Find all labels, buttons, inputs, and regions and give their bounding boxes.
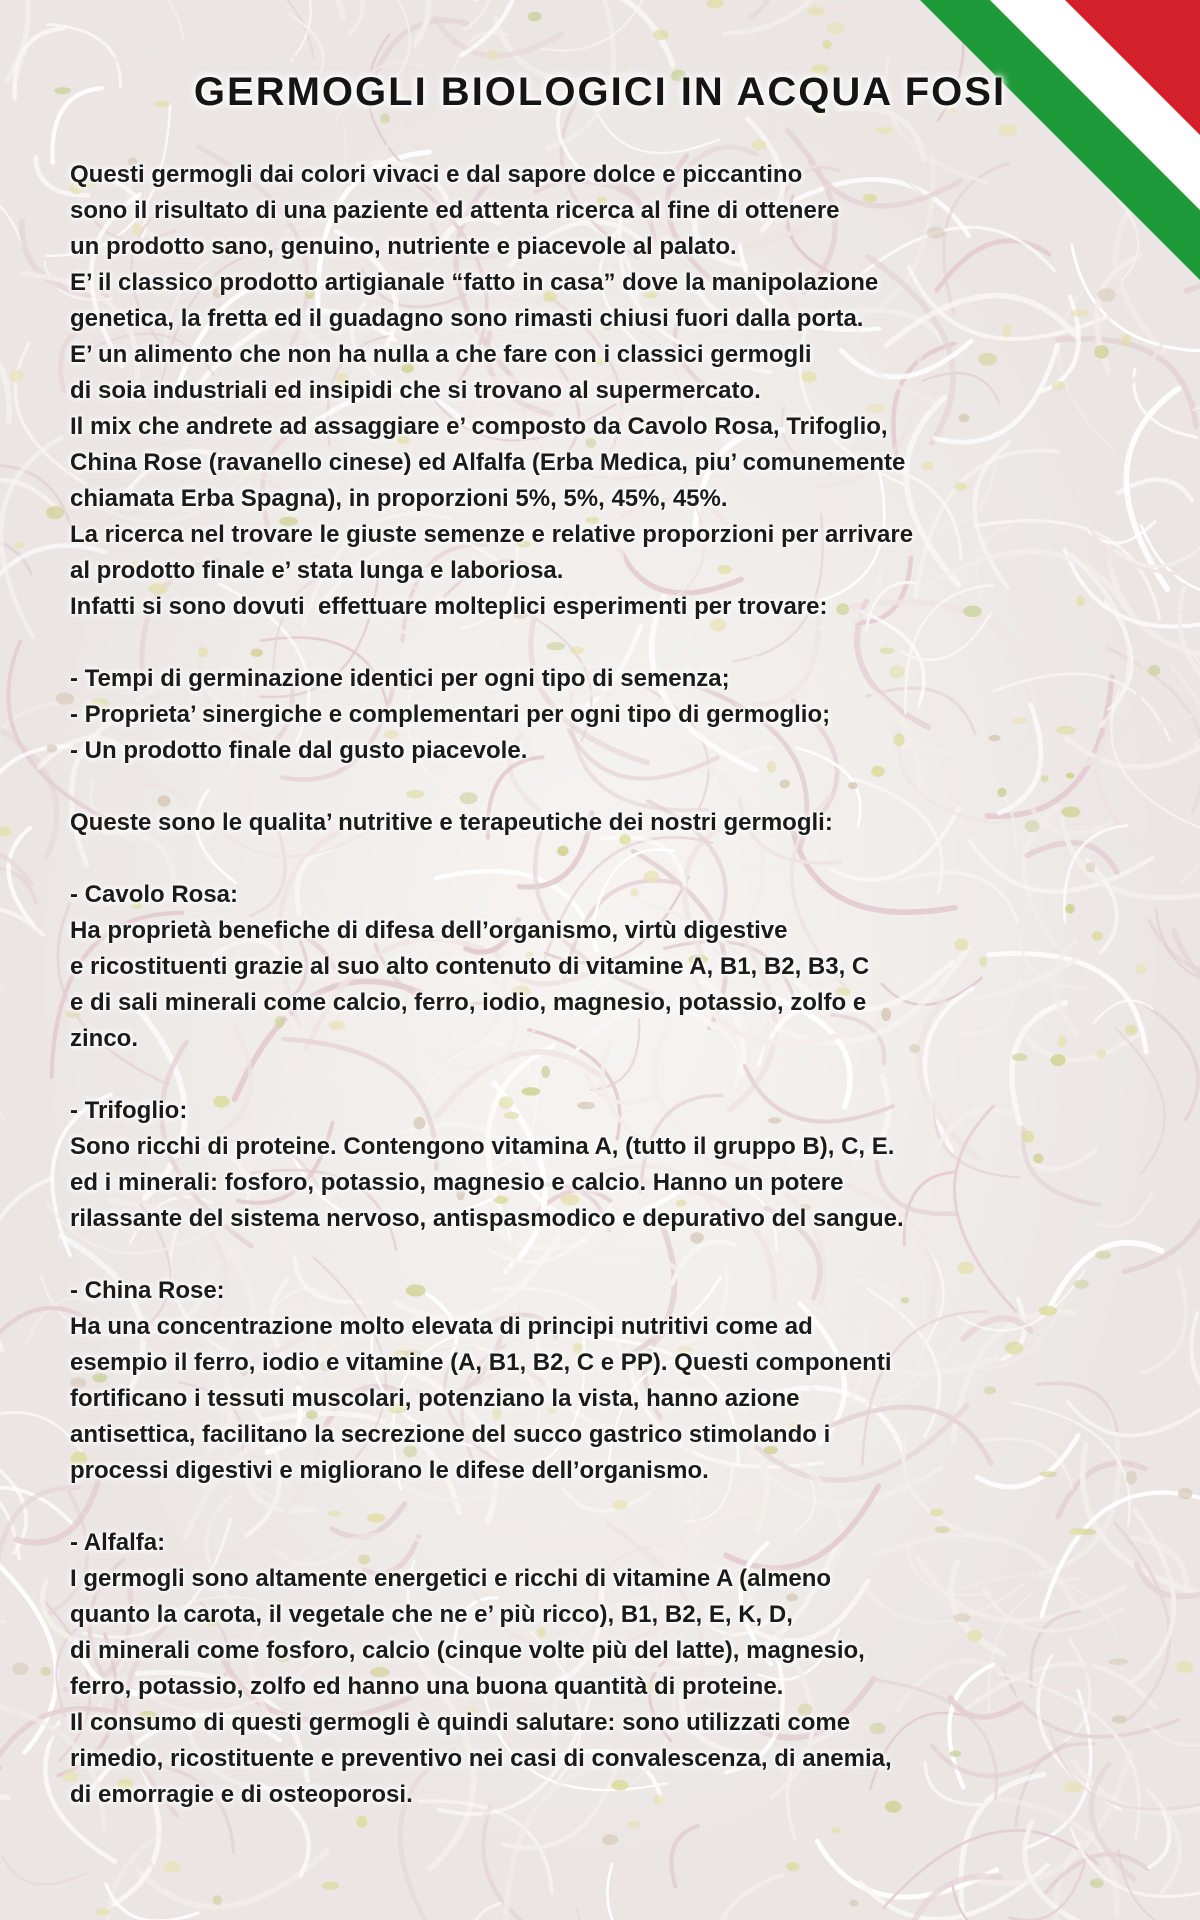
text-line: E’ il classico prodotto artigianale “fatto in casa” dove la manipolazione [70,269,879,296]
text-line: - Proprieta’ sinergiche e complementari per ogni tipo di germoglio; [70,701,831,728]
text-line: Ha una concentrazione molto elevata di principi nutritivi come ad [70,1313,813,1340]
text-line: La ricerca nel trovare le giuste semenze e relative proporzioni per arrivare [70,521,914,548]
text-line: Il consumo di questi germogli è quindi salutare: sono utilizzati come [70,1709,851,1736]
text-line: - Cavolo Rosa: [70,881,239,908]
text-line: I germogli sono altamente energetici e ricchi di vitamine A (almeno [70,1565,832,1592]
text-line: Infatti si sono dovuti effettuare molteplici esperimenti per trovare: [70,593,828,620]
text-line: chiamata Erba Spagna), in proporzioni 5%, 5%, 45%, 45%. [70,485,728,512]
text-line: - China Rose: [70,1277,225,1304]
text-line: E’ un alimento che non ha nulla a che fare con i classici germogli [70,341,812,368]
text-line: zinco. [70,1025,139,1052]
text-line: di soia industriali ed insipidi che si trovano al supermercato. [70,377,761,404]
text-line: Questi germogli dai colori vivaci e dal sapore dolce e piccantino [70,161,803,188]
blank-line [70,1489,1170,1525]
blank-line [70,769,1170,805]
text-line: Ha proprietà benefiche di difesa dell’organismo, virtù digestive [70,917,788,944]
text-line: - Trifoglio: [70,1097,188,1124]
text-line: al prodotto finale e’ stata lunga e laboriosa. [70,557,564,584]
text-line: - Un prodotto finale dal gusto piacevole. [70,737,528,764]
text-line: di minerali come fosforo, calcio (cinque volte più del latte), magnesio, [70,1637,865,1664]
blank-line [70,625,1170,661]
text-line: ferro, potassio, zolfo ed hanno una buona quantità di proteine. [70,1673,784,1700]
text-line: - Alfalfa: [70,1529,166,1556]
blank-line [70,1237,1170,1273]
text-line: rilassante del sistema nervoso, antispasmodico e depurativo del sangue. [70,1205,904,1232]
text-line: esempio il ferro, iodio e vitamine (A, B1, B2, C e PP). Questi componenti [70,1349,892,1376]
text-line: China Rose (ravanello cinese) ed Alfalfa (Erba Medica, piu’ comunemente [70,449,906,476]
text-line: e ricostituenti grazie al suo alto contenuto di vitamine A, B1, B2, B3, C [70,953,870,980]
text-line: ed i minerali: fosforo, potassio, magnesio e calcio. Hanno un potere [70,1169,844,1196]
blank-line [70,841,1170,877]
text-line: quanto la carota, il vegetale che ne e’ più ricco), B1, B2, E, K, D, [70,1601,793,1628]
text-line: - Tempi di germinazione identici per ogni tipo di semenza; [70,665,730,692]
blank-line [70,1057,1170,1093]
text-line: e di sali minerali come calcio, ferro, iodio, magnesio, potassio, zolfo e [70,989,867,1016]
text-line: fortificano i tessuti muscolari, potenziano la vista, hanno azione [70,1385,800,1412]
text-line: rimedio, ricostituente e preventivo nei casi di convalescenza, di anemia, [70,1745,892,1772]
text-line: Il mix che andrete ad assaggiare e’ composto da Cavolo Rosa, Trifoglio, [70,413,888,440]
text-line: sono il risultato di una paziente ed attenta ricerca al fine di ottenere [70,197,840,224]
text-line: Queste sono le qualita’ nutritive e terapeutiche dei nostri germogli: [70,809,833,836]
text-line: un prodotto sano, genuino, nutriente e piacevole al palato. [70,233,737,260]
text-line: Sono ricchi di proteine. Contengono vitamina A, (tutto il gruppo B), C, E. [70,1133,895,1160]
description-text [70,157,1170,1813]
text-line: antisettica, facilitano la secrezione del succo gastrico stimolando i [70,1421,831,1448]
page-title: GERMOGLI BIOLOGICI IN ACQUA FOSI [193,70,1007,114]
text-line: genetica, la fretta ed il guadagno sono rimasti chiusi fuori dalla porta. [70,305,864,332]
text-line: di emorragie e di osteoporosi. [70,1781,413,1808]
text-line: processi digestivi e migliorano le difese dell’organismo. [70,1457,709,1484]
